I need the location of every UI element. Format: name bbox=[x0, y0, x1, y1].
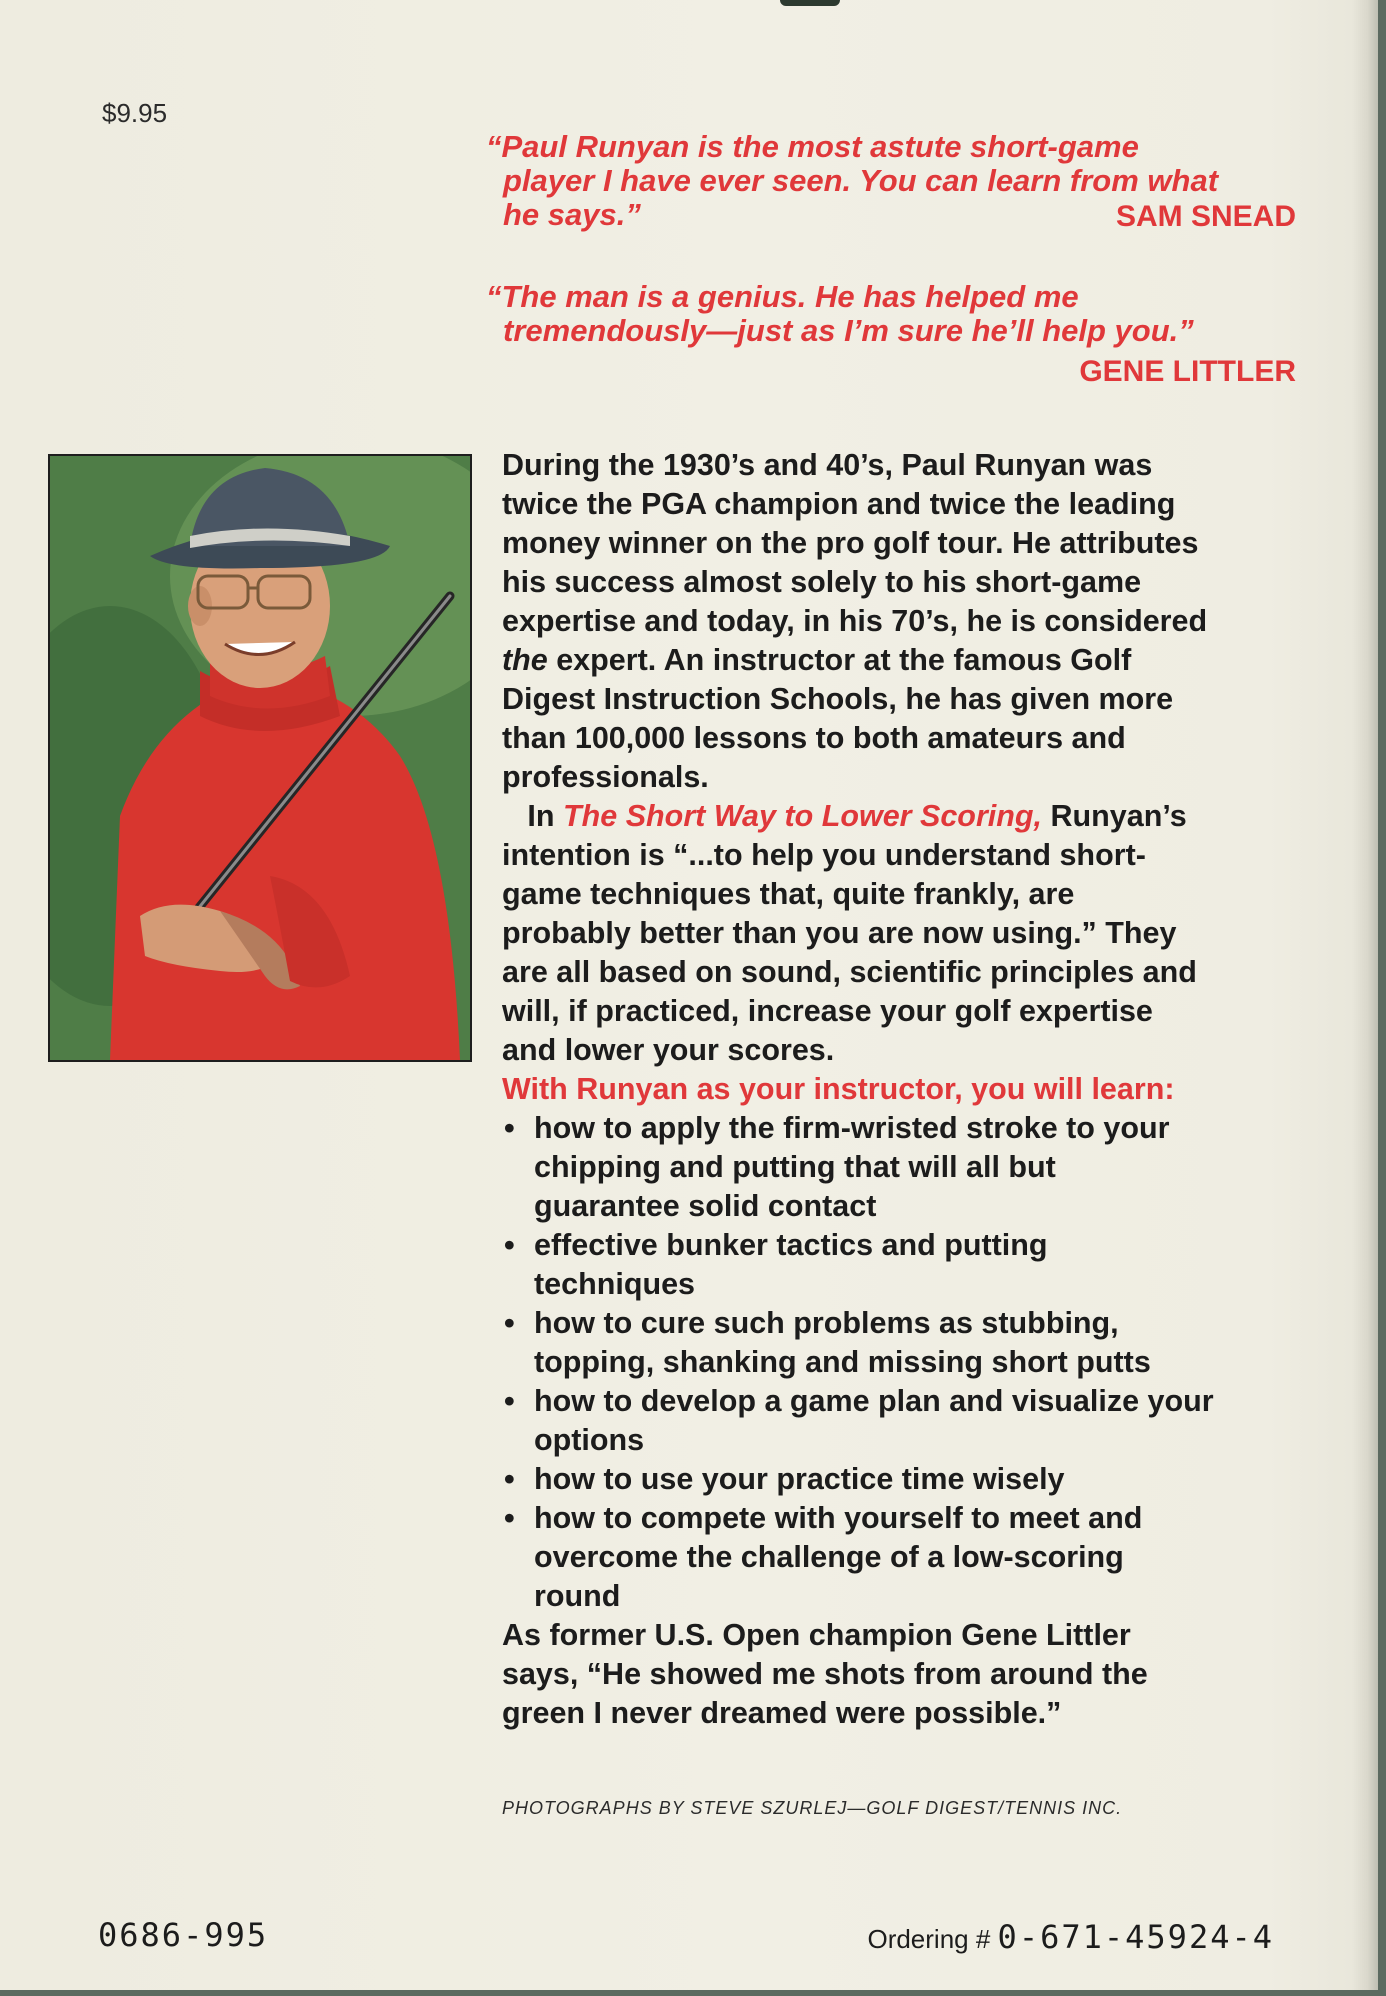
text-line: techniques bbox=[534, 1267, 696, 1301]
product-code: 0686-995 bbox=[98, 1916, 269, 1954]
text-line: • how to develop a game plan and visualize your bbox=[534, 1384, 1214, 1418]
text-line: guarantee solid contact bbox=[534, 1189, 877, 1223]
text-line: says, “He showed me shots from around the bbox=[502, 1657, 1148, 1691]
text-fragment: expert. An instructor at the famous Golf bbox=[547, 643, 1132, 677]
text-line: are all based on sound, scientific principles and bbox=[502, 955, 1197, 989]
text-line bbox=[502, 641, 1322, 680]
text-line: chipping and putting that will all but bbox=[534, 1150, 1056, 1184]
text-line: probably better than you are now using.” They bbox=[502, 916, 1177, 950]
quote-gene-littler bbox=[486, 280, 1296, 348]
quote-line: tremendously—just as I’m sure he’ll help you.” bbox=[503, 313, 1194, 348]
cover-edge-notch bbox=[780, 0, 840, 6]
text-line: green I never dreamed were possible.” bbox=[502, 1696, 1062, 1730]
text-line: and lower your scores. bbox=[502, 1033, 835, 1067]
text-line: As former U.S. Open champion Gene Littler bbox=[502, 1618, 1131, 1652]
quote-line: “The man is a genius. He has helped me bbox=[486, 279, 1079, 314]
spine-shadow bbox=[1352, 0, 1378, 1990]
learn-heading: With Runyan as your instructor, you will learn: bbox=[502, 1072, 1175, 1106]
text-line: money winner on the pro golf tour. He attributes bbox=[502, 526, 1199, 560]
quote-line: player I have ever seen. You can learn from what bbox=[503, 163, 1219, 198]
quote-author-sam-snead: SAM SNEAD bbox=[1115, 200, 1296, 233]
ordering-number bbox=[867, 1918, 1274, 1956]
paragraph-book-intent bbox=[502, 797, 1322, 1070]
text-line: game techniques that, quite frankly, are bbox=[502, 877, 1075, 911]
text-line: • effective bunker tactics and putting bbox=[534, 1228, 1048, 1262]
text-line bbox=[502, 797, 1322, 836]
author-photo bbox=[48, 454, 472, 1062]
text-line: options bbox=[534, 1423, 645, 1457]
text-fragment: In bbox=[527, 799, 564, 833]
isbn-number: 0-671-45924-4 bbox=[997, 1918, 1274, 1956]
quote-author-gene-littler: GENE LITTLER bbox=[1079, 355, 1296, 388]
paragraph-closing bbox=[502, 1616, 1322, 1733]
description-body bbox=[502, 446, 1322, 1733]
text-line: • how to compete with yourself to meet and bbox=[534, 1501, 1143, 1535]
text-line: • how to apply the firm-wristed stroke to your bbox=[534, 1111, 1170, 1145]
text-line: • how to use your practice time wisely bbox=[534, 1462, 1065, 1496]
quote-line: “Paul Runyan is the most astute short-game bbox=[486, 129, 1139, 164]
list-item bbox=[502, 1304, 1322, 1382]
golfer-illustration bbox=[50, 456, 470, 1060]
text-line: his success almost solely to his short-game bbox=[502, 565, 1142, 599]
text-line: Digest Instruction Schools, he has given more bbox=[502, 682, 1174, 716]
text-line: During the 1930’s and 40’s, Paul Runyan was bbox=[502, 448, 1153, 482]
photo-credit: PHOTOGRAPHS BY STEVE SZURLEJ—GOLF DIGEST/TENNIS INC. bbox=[502, 1798, 1123, 1818]
text-line: than 100,000 lessons to both amateurs and bbox=[502, 721, 1126, 755]
text-line: professionals. bbox=[502, 760, 709, 794]
text-line: topping, shanking and missing short putts bbox=[534, 1345, 1151, 1379]
text-line: overcome the challenge of a low-scoring bbox=[534, 1540, 1124, 1574]
emphasis-the: the bbox=[502, 643, 548, 677]
list-item bbox=[502, 1109, 1322, 1226]
learn-list bbox=[502, 1109, 1322, 1616]
text-line: twice the PGA champion and twice the leading bbox=[502, 487, 1176, 521]
text-fragment: Runyan’s bbox=[1042, 799, 1187, 833]
text-line: intention is “...to help you understand short- bbox=[502, 838, 1146, 872]
book-title: The Short Way to Lower Scoring, bbox=[563, 799, 1043, 833]
list-item bbox=[502, 1499, 1322, 1616]
text-line: will, if practiced, increase your golf expertise bbox=[502, 994, 1153, 1028]
ordering-label: Ordering # bbox=[867, 1924, 991, 1954]
list-item bbox=[502, 1382, 1322, 1460]
paragraph-biography bbox=[502, 446, 1322, 797]
list-item bbox=[502, 1460, 1322, 1499]
price-label: $9.95 bbox=[102, 98, 168, 128]
list-item bbox=[502, 1226, 1322, 1304]
text-line: expertise and today, in his 70’s, he is considered bbox=[502, 604, 1208, 638]
text-line: • how to cure such problems as stubbing, bbox=[534, 1306, 1119, 1340]
quote-line: he says.” bbox=[503, 197, 641, 232]
text-line: round bbox=[534, 1579, 621, 1613]
